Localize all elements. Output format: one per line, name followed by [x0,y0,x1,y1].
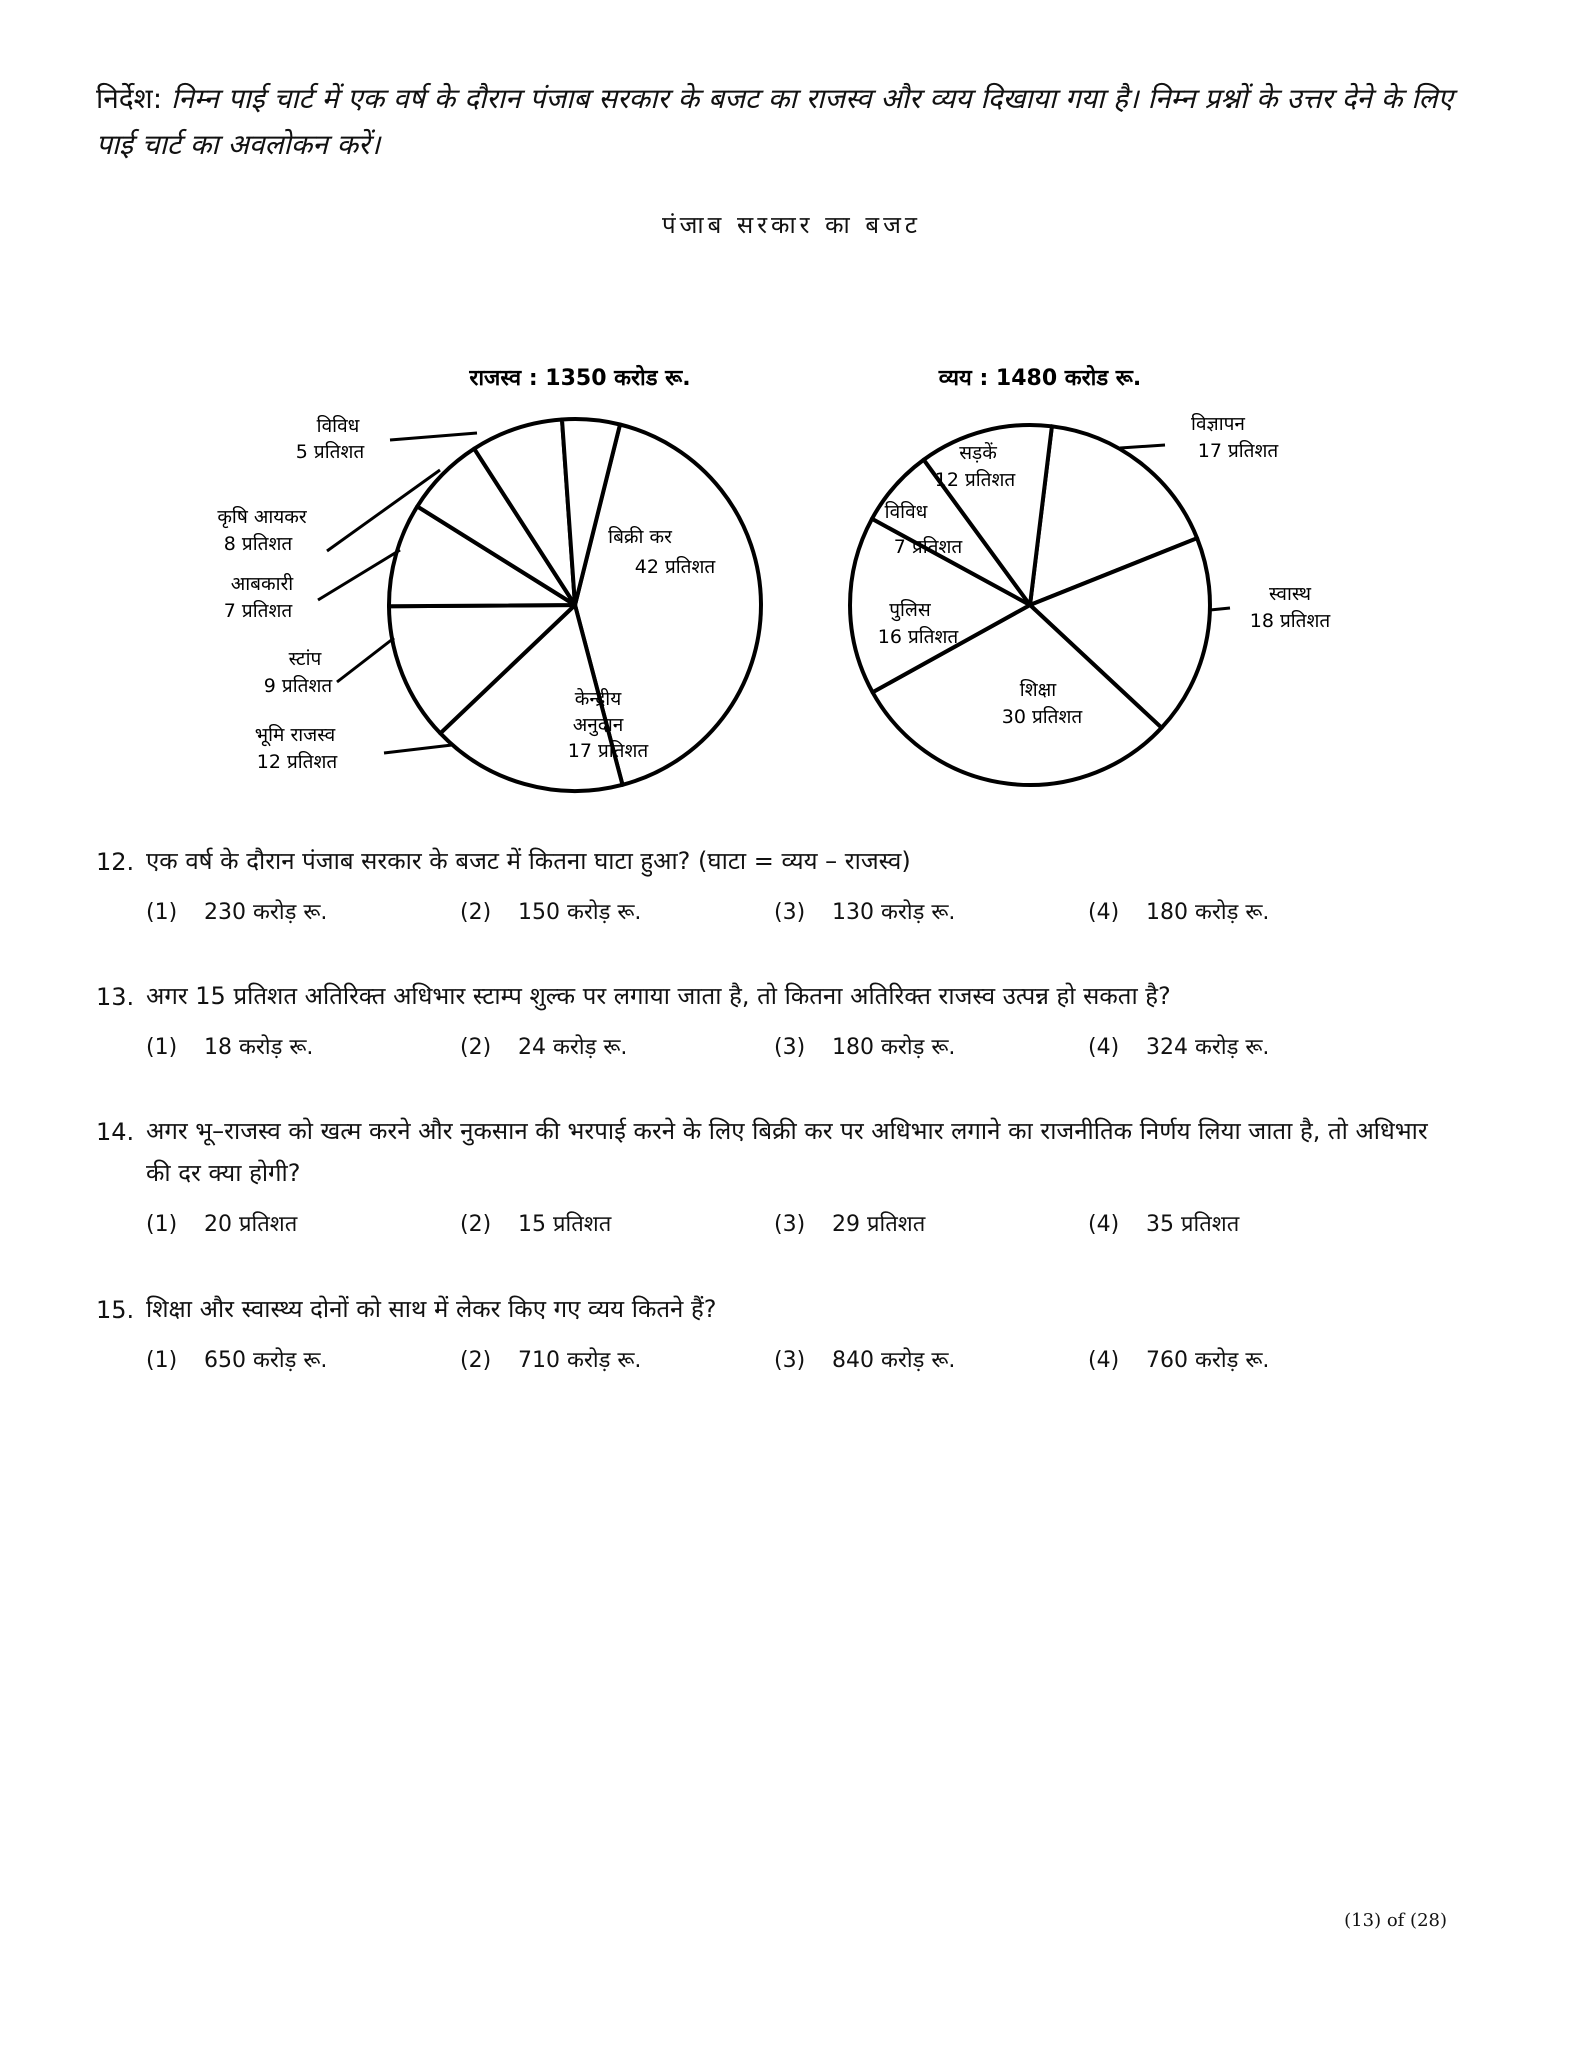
revenue-label-sales-tax-value: 42 प्रतिशत [634,556,716,578]
revenue-label-central-grant-name-1: केन्द्रीय [574,688,622,710]
revenue-label-excise-name: आबकारी [230,573,294,595]
option-1[interactable]: (1) 20 प्रतिशत [146,1212,298,1237]
options [146,896,1446,932]
leader-line [1210,608,1230,610]
revenue-label-agri-tax-value: 8 प्रतिशत [223,533,293,555]
option-3[interactable]: (3) 29 प्रतिशत [774,1212,926,1237]
question-12 [0,840,1583,950]
instruction-text: निम्न पाई चार्ट में एक वर्ष के दौरान पंजाब सरकार के बजट का राजस्व और व्यय दिखाया गया है। निम्न प्रश्नों के उत्तर देने के लिए पाई चार्ट का अवलोकन करें। [96,82,1453,161]
exp-label-ads-value: 17 प्रतिशत [1197,440,1279,462]
leader-line [337,638,394,682]
leader-line [384,745,452,753]
revenue-label-misc-name: विविध [316,415,360,437]
option-1[interactable]: (1) 230 करोड़ रू. [146,900,328,925]
revenue-chart-title: राजस्व : 1350 करोड रू. [469,366,691,391]
page-number: (13) of (28) [1344,1910,1447,1931]
option-4[interactable]: (4) 180 करोड़ रू. [1088,900,1270,925]
exp-label-misc-name: विविध [884,501,928,523]
option-4[interactable]: (4) 324 करोड़ रू. [1088,1035,1270,1060]
question-text: अगर भू–राजस्व को खत्म करने और नुकसान की भरपाई करने के लिए बिक्री कर पर अधिभार लगाने का राजनीतिक निर्णय लिया जाता है, तो अधिभार की दर क्या होगी? [146,1117,1428,1187]
option-1[interactable]: (1) 18 करोड़ रू. [146,1035,314,1060]
question-13 [0,975,1583,1085]
exp-label-misc-value: 7 प्रतिशत [893,536,963,558]
exp-label-health-name: स्वास्थ [1268,583,1312,605]
revenue-label-agri-tax-name: कृषि आयकर [217,506,307,528]
question-number: 15. [96,1296,135,1324]
option-2[interactable]: (2) 24 करोड़ रू. [460,1035,628,1060]
question-number: 13. [96,983,135,1011]
revenue-label-land-name: भूमि राजस्व [254,724,336,746]
option-3[interactable]: (3) 840 करोड़ रू. [774,1348,956,1373]
exp-label-police-value: 16 प्रतिशत [877,626,959,648]
pie-charts [0,0,1583,820]
options [146,1208,1446,1244]
exp-label-education-value: 30 प्रतिशत [1001,706,1083,728]
instruction-label: निर्देश: [96,82,163,115]
revenue-label-stamp-name: स्टांप [288,648,322,670]
option-3[interactable]: (3) 130 करोड़ रू. [774,900,956,925]
question-15 [0,1288,1583,1398]
exp-label-ads-name: विज्ञापन [1191,413,1245,435]
leader-line [390,433,477,440]
options [146,1344,1446,1380]
revenue-label-central-grant-name-2: अनुदान [572,714,624,736]
question-text: शिक्षा और स्वास्थ्य दोनों को साथ में लेकर किए गए व्यय कितने हैं? [146,1295,717,1323]
question-number: 12. [96,848,135,876]
revenue-label-sales-tax-name: बिक्री कर [608,526,672,548]
question-number: 14. [96,1118,135,1146]
exp-label-roads-value: 12 प्रतिशत [934,469,1016,491]
option-4[interactable]: (4) 35 प्रतिशत [1088,1212,1240,1237]
questions-section [0,840,1583,1400]
revenue-label-excise-value: 7 प्रतिशत [223,600,293,622]
option-4[interactable]: (4) 760 करोड़ रू. [1088,1348,1270,1373]
revenue-label-central-grant-value: 17 प्रतिशत [567,740,649,762]
option-2[interactable]: (2) 15 प्रतिशत [460,1212,612,1237]
exp-label-roads-name: सड़कें [959,442,997,464]
exp-label-health-value: 18 प्रतिशत [1249,610,1331,632]
option-2[interactable]: (2) 710 करोड़ रू. [460,1348,642,1373]
expenditure-chart-title: व्यय : 1480 करोड रू. [938,366,1142,391]
exp-label-education-name: शिक्षा [1019,679,1057,701]
question-text: एक वर्ष के दौरान पंजाब सरकार के बजट में कितना घाटा हुआ? (घाटा = व्यय – राजस्व) [146,847,911,875]
revenue-label-land-value: 12 प्रतिशत [256,751,338,773]
option-2[interactable]: (2) 150 करोड़ रू. [460,900,642,925]
question-text: अगर 15 प्रतिशत अतिरिक्त अधिभार स्टाम्प शुल्क पर लगाया जाता है, तो कितना अतिरिक्त राजस्व उत्पन्न हो सकता है? [146,982,1171,1010]
chart-caption: पंजाब सरकार का बजट [661,211,921,239]
leader-line [1120,445,1165,448]
options [146,1031,1446,1067]
revenue-label-stamp-value: 9 प्रतिशत [263,675,333,697]
exp-label-police-name: पुलिस [889,599,931,621]
question-14 [0,1110,1583,1260]
option-1[interactable]: (1) 650 करोड़ रू. [146,1348,328,1373]
option-3[interactable]: (3) 180 करोड़ रू. [774,1035,956,1060]
revenue-label-misc-value: 5 प्रतिशत [295,441,365,463]
